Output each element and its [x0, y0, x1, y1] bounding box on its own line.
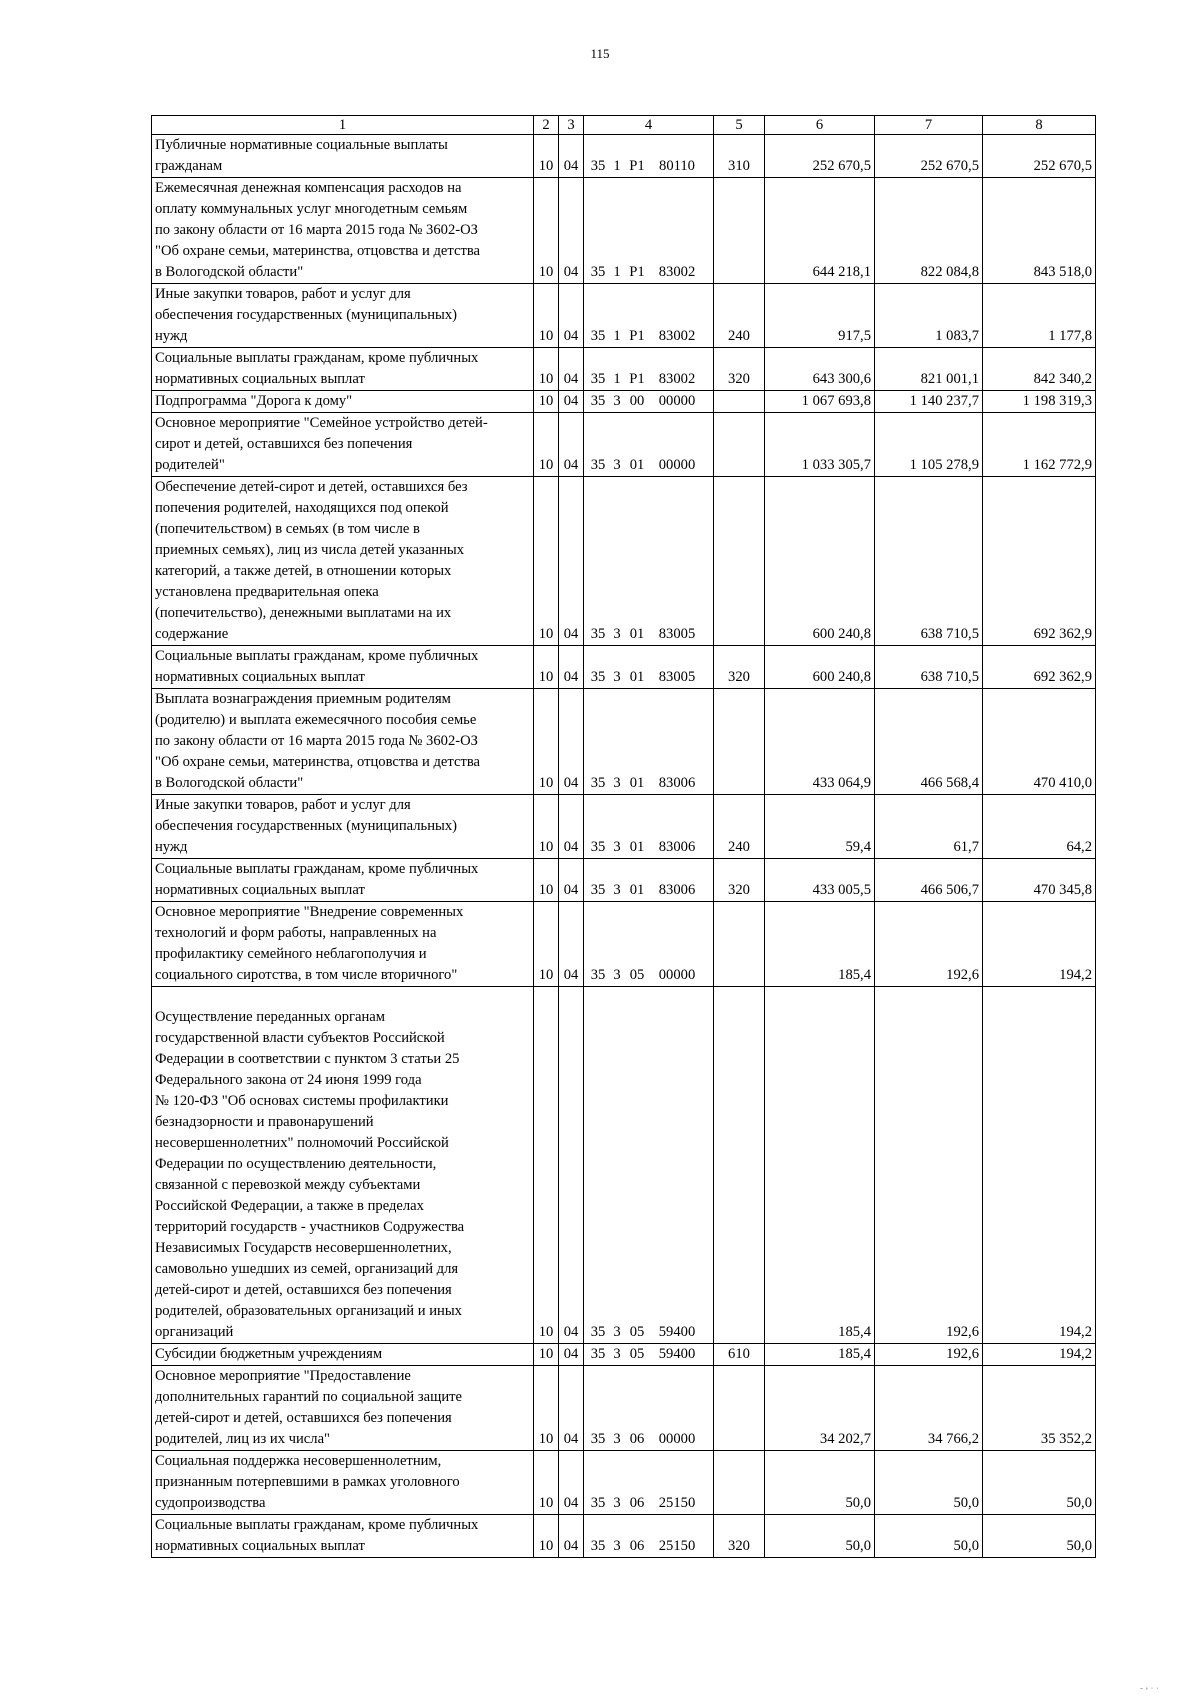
- target-article-cell: [584, 413, 714, 477]
- expense-type-cell: 320: [714, 1515, 765, 1558]
- article-code-part: 3: [613, 882, 621, 898]
- target-article-cell: [584, 1515, 714, 1558]
- subsection-code-cell: 04: [559, 1366, 584, 1451]
- article-code-part: 3: [613, 1346, 621, 1362]
- amount-col8-cell: 692 362,9: [983, 477, 1096, 646]
- expense-type-cell: [714, 987, 765, 1344]
- amount-col7-cell: 50,0: [875, 1451, 983, 1515]
- expense-type-cell: [714, 1366, 765, 1451]
- target-article-cell: [584, 795, 714, 859]
- row-name-cell: Социальные выплаты гражданам, кроме публичных нормативных социальных выплат: [152, 1515, 534, 1558]
- amount-col6-cell: 252 670,5: [765, 135, 875, 178]
- target-article-cell: [584, 284, 714, 348]
- expense-type-cell: [714, 178, 765, 284]
- subsection-code-cell: 04: [559, 902, 584, 987]
- expense-type-cell: [714, 689, 765, 795]
- table-row: [152, 1366, 1096, 1451]
- article-code-part: 3: [613, 669, 621, 685]
- header-cell: 5: [714, 116, 765, 135]
- row-name-cell: Основное мероприятие "Внедрение современных технологий и форм работы, направленных на профилактику семейного неблагополучия и социального сиротства, в том числе вторичного": [152, 902, 534, 987]
- amount-col6-cell: 600 240,8: [765, 646, 875, 689]
- row-name-cell: Социальные выплаты гражданам, кроме публичных нормативных социальных выплат: [152, 348, 534, 391]
- article-code-part: 3: [613, 1495, 621, 1511]
- target-article-cell: [584, 902, 714, 987]
- row-name-cell: Осуществление переданных органам государственной власти субъектов Российской Федерации в соответствии с пунктом 3 статьи 25 Федерального закона от 24 июня 1999 года № 120-ФЗ "Об основах системы профилактики безнадзорности и правонарушений несовершеннолетних" полномочий Российской Федерации по осуществлению деятельности, связанной с перевозкой между субъектами Российской Федерации, а также в пределах территорий государств - участников Содружества Независимых Государств несовершеннолетних, самовольно ушедших из семей, организаций для детей-сирот и детей, оставшихся без попечения родителей, образовательных организаций и иных организаций: [152, 987, 534, 1344]
- article-code-part: 35: [590, 839, 606, 855]
- amount-col6-cell: 433 064,9: [765, 689, 875, 795]
- subsection-code-cell: 04: [559, 284, 584, 348]
- article-code-part: 00: [629, 393, 645, 409]
- subsection-code-cell: 04: [559, 178, 584, 284]
- article-code-part: 1: [613, 264, 621, 280]
- expense-type-cell: [714, 902, 765, 987]
- amount-col7-cell: 252 670,5: [875, 135, 983, 178]
- target-article-cell: [584, 646, 714, 689]
- amount-col8-cell: 843 518,0: [983, 178, 1096, 284]
- row-name-cell: Подпрограмма "Дорога к дому": [152, 391, 534, 413]
- section-code-cell: 10: [534, 902, 559, 987]
- table-row: [152, 795, 1096, 859]
- budget-table: [151, 115, 1096, 1558]
- amount-col6-cell: 917,5: [765, 284, 875, 348]
- header-cell: 4: [584, 116, 714, 135]
- amount-col6-cell: 600 240,8: [765, 477, 875, 646]
- amount-col7-cell: 822 084,8: [875, 178, 983, 284]
- amount-col7-cell: 61,7: [875, 795, 983, 859]
- expense-type-cell: [714, 1451, 765, 1515]
- subsection-code-cell: 04: [559, 689, 584, 795]
- article-code-part: 59400: [658, 1324, 696, 1340]
- article-code-part: 35: [590, 158, 606, 174]
- article-code-part: 3: [613, 1431, 621, 1447]
- article-code-part: 06: [629, 1495, 645, 1511]
- article-code-part: 00000: [658, 967, 696, 983]
- article-code-part: 3: [613, 1324, 621, 1340]
- amount-col7-cell: 638 710,5: [875, 646, 983, 689]
- table-row: [152, 1451, 1096, 1515]
- target-article-cell: [584, 987, 714, 1344]
- table-header-row: [152, 116, 1096, 135]
- article-code-part: 83006: [658, 839, 696, 855]
- target-article-cell: [584, 689, 714, 795]
- section-code-cell: 10: [534, 348, 559, 391]
- target-article-cell: [584, 135, 714, 178]
- article-code-part: 25150: [658, 1495, 696, 1511]
- amount-col6-cell: 50,0: [765, 1451, 875, 1515]
- section-code-cell: 10: [534, 1366, 559, 1451]
- amount-col8-cell: 50,0: [983, 1515, 1096, 1558]
- expense-type-cell: 240: [714, 795, 765, 859]
- row-name-cell: Иные закупки товаров, работ и услуг для обеспечения государственных (муниципальных) нужд: [152, 795, 534, 859]
- article-code-part: 3: [613, 839, 621, 855]
- amount-col8-cell: 1 177,8: [983, 284, 1096, 348]
- article-code-part: 00000: [658, 1431, 696, 1447]
- amount-col8-cell: 470 410,0: [983, 689, 1096, 795]
- expense-type-cell: 320: [714, 646, 765, 689]
- table-row: [152, 859, 1096, 902]
- table-row: [152, 178, 1096, 284]
- article-code-part: 01: [629, 669, 645, 685]
- table-row: [152, 689, 1096, 795]
- table-row: [152, 477, 1096, 646]
- section-code-cell: 10: [534, 135, 559, 178]
- article-code-part: 83005: [658, 626, 696, 642]
- page-number: 115: [590, 46, 610, 61]
- expense-type-cell: 610: [714, 1344, 765, 1366]
- article-code-part: Р1: [629, 371, 645, 387]
- article-code-part: 83006: [658, 775, 696, 791]
- subsection-code-cell: 04: [559, 1515, 584, 1558]
- section-code-cell: 10: [534, 646, 559, 689]
- scan-mark: ˉ ʼ ˈ ˈ: [1140, 1686, 1159, 1696]
- amount-col8-cell: 692 362,9: [983, 646, 1096, 689]
- expense-type-cell: [714, 413, 765, 477]
- article-code-part: 35: [590, 371, 606, 387]
- header-cell: 1: [152, 116, 534, 135]
- amount-col8-cell: 64,2: [983, 795, 1096, 859]
- article-code-part: 59400: [658, 1346, 696, 1362]
- amount-col7-cell: 192,6: [875, 1344, 983, 1366]
- article-code-part: 01: [629, 882, 645, 898]
- article-code-part: 25150: [658, 1538, 696, 1554]
- section-code-cell: 10: [534, 477, 559, 646]
- amount-col7-cell: 192,6: [875, 987, 983, 1344]
- row-name-cell: Публичные нормативные социальные выплаты гражданам: [152, 135, 534, 178]
- amount-col7-cell: 50,0: [875, 1515, 983, 1558]
- target-article-cell: [584, 477, 714, 646]
- subsection-code-cell: 04: [559, 646, 584, 689]
- article-code-part: 83006: [658, 882, 696, 898]
- row-name-cell: Основное мероприятие "Предоставление дополнительных гарантий по социальной защите детей-сирот и детей, оставшихся без попечения родителей, лиц из их числа": [152, 1366, 534, 1451]
- amount-col7-cell: 466 568,4: [875, 689, 983, 795]
- amount-col6-cell: 1 067 693,8: [765, 391, 875, 413]
- article-code-part: 1: [613, 328, 621, 344]
- amount-col7-cell: 1 083,7: [875, 284, 983, 348]
- expense-type-cell: 320: [714, 859, 765, 902]
- row-name-cell: Ежемесячная денежная компенсация расходов на оплату коммунальных услуг многодетным семьям по закону области от 16 марта 2015 года № 3602-ОЗ "Об охране семьи, материнства, отцовства и детства в Вологодской области": [152, 178, 534, 284]
- article-code-part: 3: [613, 967, 621, 983]
- amount-col8-cell: 1 162 772,9: [983, 413, 1096, 477]
- section-code-cell: 10: [534, 689, 559, 795]
- amount-col7-cell: 638 710,5: [875, 477, 983, 646]
- amount-col8-cell: 50,0: [983, 1451, 1096, 1515]
- article-code-part: 35: [590, 328, 606, 344]
- amount-col7-cell: 192,6: [875, 902, 983, 987]
- amount-col6-cell: 1 033 305,7: [765, 413, 875, 477]
- article-code-part: 35: [590, 669, 606, 685]
- article-code-part: 35: [590, 1324, 606, 1340]
- article-code-part: 83002: [658, 264, 696, 280]
- article-code-part: Р1: [629, 158, 645, 174]
- amount-col8-cell: 35 352,2: [983, 1366, 1096, 1451]
- amount-col7-cell: 466 506,7: [875, 859, 983, 902]
- row-name-cell: Социальные выплаты гражданам, кроме публичных нормативных социальных выплат: [152, 646, 534, 689]
- header-cell: 3: [559, 116, 584, 135]
- section-code-cell: 10: [534, 987, 559, 1344]
- row-name-cell: Основное мероприятие "Семейное устройство детей- сирот и детей, оставшихся без попечения родителей": [152, 413, 534, 477]
- header-cell: 2: [534, 116, 559, 135]
- header-cell: 6: [765, 116, 875, 135]
- article-code-part: 05: [629, 967, 645, 983]
- article-code-part: 83002: [658, 371, 696, 387]
- target-article-cell: [584, 1366, 714, 1451]
- article-code-part: 35: [590, 1431, 606, 1447]
- amount-col8-cell: 1 198 319,3: [983, 391, 1096, 413]
- subsection-code-cell: 04: [559, 477, 584, 646]
- article-code-part: 1: [613, 371, 621, 387]
- amount-col6-cell: 433 005,5: [765, 859, 875, 902]
- article-code-part: 35: [590, 393, 606, 409]
- table-row: [152, 646, 1096, 689]
- subsection-code-cell: 04: [559, 1344, 584, 1366]
- amount-col7-cell: 821 001,1: [875, 348, 983, 391]
- amount-col6-cell: 34 202,7: [765, 1366, 875, 1451]
- amount-col8-cell: 194,2: [983, 987, 1096, 1344]
- section-code-cell: 10: [534, 795, 559, 859]
- article-code-part: 06: [629, 1431, 645, 1447]
- amount-col6-cell: 643 300,6: [765, 348, 875, 391]
- article-code-part: 01: [629, 775, 645, 791]
- target-article-cell: [584, 1451, 714, 1515]
- subsection-code-cell: 04: [559, 987, 584, 1344]
- subsection-code-cell: 04: [559, 413, 584, 477]
- amount-col7-cell: 1 140 237,7: [875, 391, 983, 413]
- article-code-part: 00000: [658, 393, 696, 409]
- table-row: [152, 391, 1096, 413]
- table-row: [152, 1515, 1096, 1558]
- article-code-part: 35: [590, 626, 606, 642]
- target-article-cell: [584, 1344, 714, 1366]
- section-code-cell: 10: [534, 413, 559, 477]
- target-article-cell: [584, 178, 714, 284]
- section-code-cell: 10: [534, 391, 559, 413]
- table-row: [152, 284, 1096, 348]
- header-cell: 7: [875, 116, 983, 135]
- amount-col8-cell: 194,2: [983, 902, 1096, 987]
- article-code-part: 35: [590, 457, 606, 473]
- amount-col8-cell: 194,2: [983, 1344, 1096, 1366]
- row-name-cell: Иные закупки товаров, работ и услуг для обеспечения государственных (муниципальных) нужд: [152, 284, 534, 348]
- amount-col8-cell: 252 670,5: [983, 135, 1096, 178]
- article-code-part: 35: [590, 1538, 606, 1554]
- article-code-part: 35: [590, 882, 606, 898]
- row-name-cell: Социальные выплаты гражданам, кроме публичных нормативных социальных выплат: [152, 859, 534, 902]
- article-code-part: 83005: [658, 669, 696, 685]
- row-name-cell: Обеспечение детей-сирот и детей, оставшихся без попечения родителей, находящихся под опекой (попечительством) в семьях (в том числе в приемных семьях), лиц из числа детей указанных категорий, а также детей, в отношении которых установлена предварительная опека (попечительство), денежными выплатами на их содержание: [152, 477, 534, 646]
- amount-col6-cell: 50,0: [765, 1515, 875, 1558]
- section-code-cell: 10: [534, 1451, 559, 1515]
- article-code-part: 3: [613, 775, 621, 791]
- target-article-cell: [584, 348, 714, 391]
- table-row: [152, 348, 1096, 391]
- table-row: [152, 902, 1096, 987]
- row-name-cell: Субсидии бюджетным учреждениям: [152, 1344, 534, 1366]
- article-code-part: 80110: [659, 158, 695, 174]
- article-code-part: 00000: [658, 457, 696, 473]
- article-code-part: 1: [613, 158, 621, 174]
- article-code-part: 83002: [658, 328, 696, 344]
- amount-col7-cell: 1 105 278,9: [875, 413, 983, 477]
- amount-col6-cell: 59,4: [765, 795, 875, 859]
- subsection-code-cell: 04: [559, 391, 584, 413]
- row-name-cell: Выплата вознаграждения приемным родителям (родителю) и выплата ежемесячного пособия семье по закону области от 16 марта 2015 года № 3602-ОЗ "Об охране семьи, материнства, отцовства и детства в Вологодской области": [152, 689, 534, 795]
- article-code-part: 05: [629, 1324, 645, 1340]
- article-code-part: 35: [590, 1346, 606, 1362]
- target-article-cell: [584, 859, 714, 902]
- row-name-cell: Социальная поддержка несовершеннолетним, признанным потерпевшими в рамках уголовного судопроизводства: [152, 1451, 534, 1515]
- article-code-part: 35: [590, 775, 606, 791]
- amount-col8-cell: 842 340,2: [983, 348, 1096, 391]
- section-code-cell: 10: [534, 1344, 559, 1366]
- article-code-part: 05: [629, 1346, 645, 1362]
- section-code-cell: 10: [534, 1515, 559, 1558]
- article-code-part: 01: [629, 457, 645, 473]
- article-code-part: 35: [590, 264, 606, 280]
- table-row: [152, 135, 1096, 178]
- article-code-part: 01: [629, 626, 645, 642]
- article-code-part: 35: [590, 967, 606, 983]
- article-code-part: 35: [590, 1495, 606, 1511]
- table-row: [152, 1344, 1096, 1366]
- subsection-code-cell: 04: [559, 348, 584, 391]
- article-code-part: 3: [613, 393, 621, 409]
- article-code-part: 3: [613, 457, 621, 473]
- expense-type-cell: 320: [714, 348, 765, 391]
- table-row: [152, 413, 1096, 477]
- subsection-code-cell: 04: [559, 135, 584, 178]
- section-code-cell: 10: [534, 859, 559, 902]
- article-code-part: Р1: [629, 328, 645, 344]
- article-code-part: 3: [613, 1538, 621, 1554]
- amount-col8-cell: 470 345,8: [983, 859, 1096, 902]
- amount-col6-cell: 185,4: [765, 902, 875, 987]
- amount-col6-cell: 185,4: [765, 1344, 875, 1366]
- subsection-code-cell: 04: [559, 859, 584, 902]
- target-article-cell: [584, 391, 714, 413]
- amount-col7-cell: 34 766,2: [875, 1366, 983, 1451]
- subsection-code-cell: 04: [559, 1451, 584, 1515]
- article-code-part: 3: [613, 626, 621, 642]
- section-code-cell: 10: [534, 284, 559, 348]
- expense-type-cell: [714, 477, 765, 646]
- amount-col6-cell: 185,4: [765, 987, 875, 1344]
- subsection-code-cell: 04: [559, 795, 584, 859]
- expense-type-cell: 240: [714, 284, 765, 348]
- expense-type-cell: 310: [714, 135, 765, 178]
- article-code-part: 01: [629, 839, 645, 855]
- header-cell: 8: [983, 116, 1096, 135]
- section-code-cell: 10: [534, 178, 559, 284]
- expense-type-cell: [714, 391, 765, 413]
- article-code-part: Р1: [629, 264, 645, 280]
- table-row: [152, 987, 1096, 1344]
- amount-col6-cell: 644 218,1: [765, 178, 875, 284]
- article-code-part: 06: [629, 1538, 645, 1554]
